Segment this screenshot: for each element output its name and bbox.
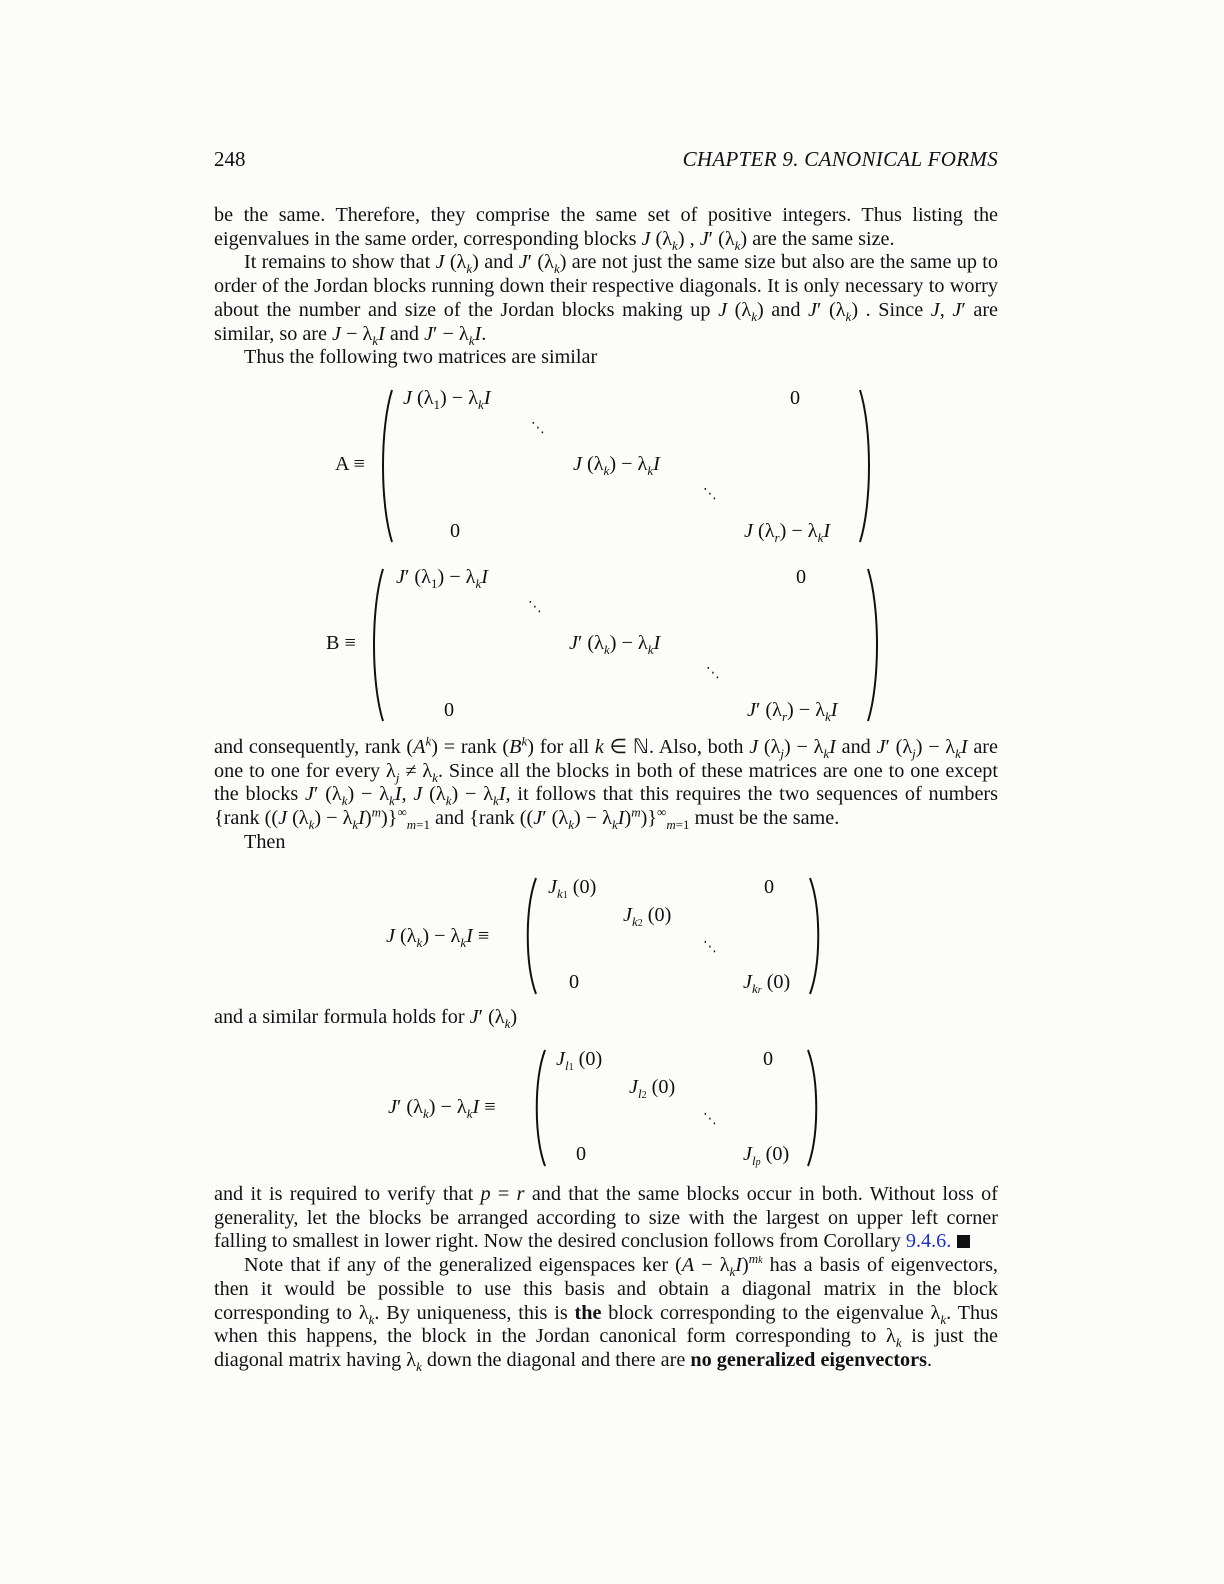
body-text-bottom xyxy=(214,1183,998,1373)
para-5: Then xyxy=(244,830,286,853)
matrix-a-block-k: J $(\lambda_k) - \lambda_kI$ xyxy=(573,453,660,479)
para-1: be the same. Therefore, they comprise the same set of positive integers. Thus listing the eigenvalues in the same order, corresponding blocks J $(\lambda_k)$ , J′ $(\lambda_k)$ are the same size. xyxy=(214,204,998,253)
matrix-b-block-1: J′ $(\lambda_1) - \lambda_kI$ xyxy=(396,566,488,592)
para-3: Thus the following two matrices are similar xyxy=(244,346,598,369)
matrix-c-block-r: $J_{kr}$ (0) xyxy=(743,971,791,997)
matrix-b-lower-zero: 0 xyxy=(444,699,455,721)
matrix-b-upper-zero: 0 xyxy=(796,566,807,588)
para-2: It remains to show that J $(\lambda_k)$ and J′ $(\lambda_k)$ are not just the same size but also are the same up to order of the Jordan blocks running down their respective diagonals. It is only necessary to worry about the number and size of the Jordan blocks making up J $(\lambda_k)$ and J′ $(\lambda_k)$ . Since J, J′ are similar, so are $J - \lambda_kI$ and $J' - \lambda_kI$. xyxy=(214,251,999,348)
matrix-d-right-paren xyxy=(806,1048,822,1168)
matrix-b-right-paren xyxy=(866,567,882,723)
corollary-link[interactable]: 9.4.6. xyxy=(905,1230,952,1253)
emphasis-no-generalized: no generalized eigenvectors xyxy=(690,1348,927,1371)
matrix-c-right-paren xyxy=(808,876,824,996)
matrix-d-lower-zero: 0 xyxy=(576,1143,587,1165)
matrix-a-block-r: J $(\lambda_r) - \lambda_kI$ xyxy=(744,520,831,546)
body-text-top xyxy=(214,204,998,370)
emphasis-the: the xyxy=(574,1301,602,1324)
body-text-middle xyxy=(214,733,999,855)
qed-square xyxy=(957,1235,970,1248)
para-8: Note that if any of the generalized eigenspaces ker $(A - \lambda_kI)^{mk}$ has a basis of eigenvectors, then it would be possible to use this basis and obtain a diagonal matrix in the block corresponding to $\lambda_k$. By uniqueness, this is the block corresponding to the eigenvalue $\lambda_k$. Thus when this happens, the block in the Jordan canonical form corresponding to $\lambda_k$ is just the diagonal matrix having $\lambda_k$ down the diagonal and there are no generalized eigenvectors. xyxy=(214,1251,999,1374)
matrix-d-ddots: ⋱ xyxy=(703,1111,717,1127)
matrix-c-lower-zero: 0 xyxy=(569,971,580,993)
matrix-d-block-p: $J_{lp}$ (0) xyxy=(743,1143,790,1169)
matrix-d-lhs: J′ $(\lambda_k) - \lambda_kI$ ≡ xyxy=(388,1096,496,1122)
matrix-c-block-1: $J_{k1}$ (0) xyxy=(548,876,597,902)
body-text-similar xyxy=(214,1006,998,1030)
matrix-a-left-paren xyxy=(378,388,394,544)
matrix-c-lhs: J $(\lambda_k) - \lambda_kI$ ≡ xyxy=(386,925,490,951)
para-6: and a similar formula holds for J′ $(\lambda_k)$ xyxy=(214,1006,518,1032)
matrix-d-block-2: $J_{l2}$ (0) xyxy=(629,1076,676,1102)
matrix-a-ddots-2: ⋱ xyxy=(703,486,717,502)
matrix-b-lhs: B ≡ xyxy=(326,632,356,654)
matrix-a-lhs: A ≡ xyxy=(335,453,365,475)
matrix-b-ddots-1: ⋱ xyxy=(528,599,542,615)
matrix-a-block-1: J $(\lambda_1) - \lambda_kI$ xyxy=(403,387,491,413)
page-number: 248 xyxy=(214,147,246,171)
matrix-c-ddots: ⋱ xyxy=(703,939,717,955)
matrix-d-left-paren xyxy=(531,1048,547,1168)
running-header: CHAPTER 9. CANONICAL FORMS xyxy=(682,147,998,171)
matrix-c-block-2: $J_{k2}$ (0) xyxy=(623,904,672,930)
matrix-b-block-k: J′ $(\lambda_k) - \lambda_kI$ xyxy=(569,632,661,658)
matrix-c-upper-zero: 0 xyxy=(764,876,775,898)
para-4: and consequently, rank $(A^k)$ = rank $(B^k)$ for all k ∈ ℕ. Also, both J $(\lambda_j) - \lambda_kI$ and J′ $(\lambda_j) - \lambda_kI$ are one to one for every $\lambda_j \ne \lambda_k$. Since all the blocks in both of these matrices are one to one except the blocks J′ $(\lambda_k) - \lambda_kI$, J $(\lambda_k) - \lambda_kI$, it follows that this requires the two sequences of numbers {rank ((J $(\lambda_k) - \lambda_kI)^m)\}^\infty_{m=1}$ and {rank ((J′ $(\lambda_k) - \lambda_kI)^m)\}^\infty_{m=1}$ must be the same. xyxy=(214,733,999,833)
matrix-a-lower-zero: 0 xyxy=(450,520,461,542)
matrix-b-block-r: J′ $(\lambda_r) - \lambda_kI$ xyxy=(747,699,838,725)
para-7: and it is required to verify that p = r and that the same blocks occur in both. Without loss of generality, let the blocks be arranged according to size with the largest on upper left corner falling to smallest in lower right. Now the desired conclusion follows from Corollary 9.4.6. xyxy=(214,1183,998,1253)
matrix-a-right-paren xyxy=(858,388,874,544)
matrix-a-upper-zero: 0 xyxy=(790,387,801,409)
matrix-a-ddots-1: ⋱ xyxy=(531,420,545,436)
matrix-b-ddots-2: ⋱ xyxy=(706,665,720,681)
matrix-c-left-paren xyxy=(522,876,538,996)
matrix-b-left-paren xyxy=(369,567,385,723)
matrix-d-block-1: $J_{l1}$ (0) xyxy=(556,1048,603,1074)
matrix-d-upper-zero: 0 xyxy=(763,1048,774,1070)
